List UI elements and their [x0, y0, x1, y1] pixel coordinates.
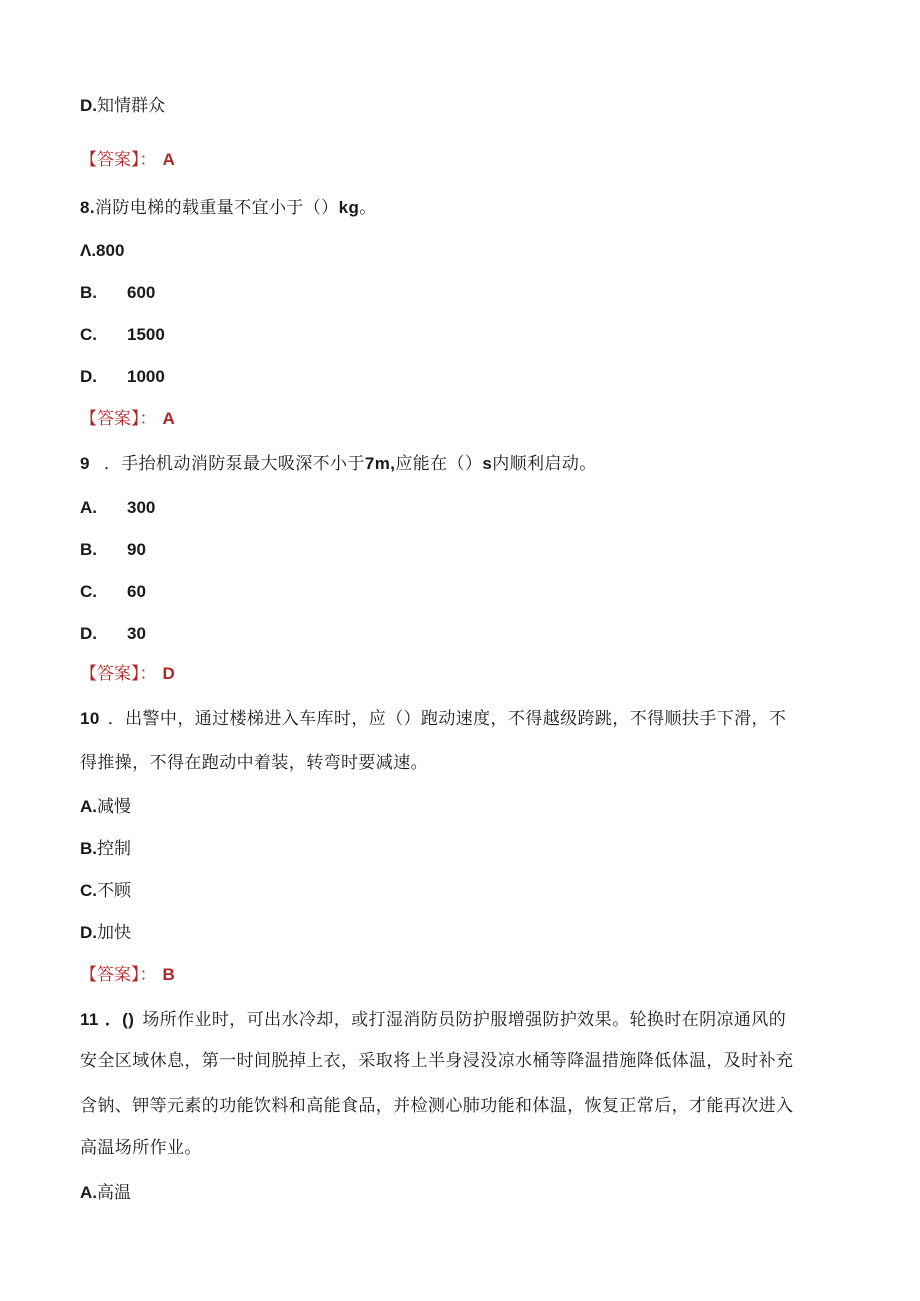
question-text: 得推操，不得在跑动中着装，转弯时要减速。	[80, 753, 428, 773]
option-label: C.	[80, 881, 97, 900]
question-number: 11	[80, 1010, 99, 1029]
option-label: B.	[80, 839, 97, 858]
q8-option-d	[80, 366, 165, 388]
option-text: 1500	[127, 325, 165, 344]
q9-option-c	[80, 581, 146, 603]
q8-option-b	[80, 282, 155, 304]
q9-answer	[80, 663, 175, 685]
question-text: 消防电梯的载重量不宜小于（）	[94, 198, 339, 218]
option-label: A.	[80, 498, 97, 517]
q7-option-d	[80, 95, 165, 117]
q8-question	[80, 197, 377, 219]
q10-option-d	[80, 922, 131, 944]
option-text: 30	[127, 624, 146, 643]
option-label: D.	[80, 367, 97, 386]
q10-option-c	[80, 880, 131, 902]
option-text: 1000	[127, 367, 165, 386]
q11-question-line1	[80, 1009, 786, 1031]
option-text: 知情群众	[97, 96, 165, 116]
option-label: A.	[80, 1183, 97, 1202]
option-text: 600	[127, 283, 156, 302]
question-number: 8.	[80, 198, 95, 217]
option-label: C.	[80, 325, 97, 344]
q11-question-line3	[80, 1095, 793, 1117]
option-text: 300	[127, 498, 156, 517]
option-text: 加快	[97, 923, 131, 943]
option-label: Λ.800	[80, 241, 125, 260]
question-text-c: 内顺利启动。	[492, 454, 597, 474]
question-text: 安全区域休息，第一时间脱掉上衣，采取将上半身浸没凉水桶等降温措施降低体温，及时补充	[80, 1051, 794, 1071]
q7-answer	[80, 149, 175, 171]
option-label: D.	[80, 923, 97, 942]
option-label: D.	[80, 624, 97, 643]
question-number: 9	[80, 454, 90, 473]
answer-prefix: 【答案】：	[80, 150, 157, 170]
question-bold-b: s	[482, 454, 493, 473]
answer-prefix: 【答案】：	[80, 409, 157, 429]
option-text: 60	[127, 582, 146, 601]
question-text: 场所作业时，可出水冷却，或打湿消防员防护服增强防护效果。轮换时在阴凉通风的	[142, 1010, 787, 1030]
answer-prefix: 【答案】：	[80, 664, 157, 684]
option-text: 不顾	[97, 881, 131, 901]
q10-option-b	[80, 838, 131, 860]
option-text: 控制	[97, 839, 131, 859]
question-text: ．出警中，通过楼梯进入车库时，应（）跑动速度，不得越级跨跳，不得顺扶手下滑，不	[107, 709, 787, 729]
option-text: 90	[127, 540, 146, 559]
q11-question-line4	[80, 1137, 202, 1159]
question-bold-a: ．()	[104, 1010, 135, 1029]
answer-value: B	[162, 965, 175, 984]
q10-question-line2	[80, 752, 428, 774]
question-text-b: 应能在（）	[395, 454, 483, 474]
option-label: B.	[80, 540, 97, 559]
q10-answer	[80, 964, 175, 986]
q9-question	[80, 453, 597, 475]
q8-option-c	[80, 324, 165, 346]
q9-option-a	[80, 497, 155, 519]
option-text: 高温	[97, 1183, 131, 1203]
q9-option-b	[80, 539, 146, 561]
question-bold-a: 7m,	[364, 454, 396, 473]
q11-question-line2	[80, 1050, 793, 1072]
option-label: D.	[80, 96, 97, 115]
option-label: B.	[80, 283, 97, 302]
q11-option-a	[80, 1182, 131, 1204]
question-text: 高温场所作业。	[80, 1138, 202, 1158]
q10-question-line1	[80, 708, 786, 730]
answer-value: D	[162, 664, 175, 683]
option-label: C.	[80, 582, 97, 601]
question-number: 10	[80, 709, 100, 728]
answer-value: A	[162, 409, 175, 428]
question-unit: kg	[338, 198, 360, 217]
question-text-end: 。	[359, 198, 377, 218]
q8-answer	[80, 408, 175, 430]
question-text: ．手抬机动消防泵最大吸深不小于	[103, 454, 365, 474]
q9-option-d	[80, 623, 146, 645]
answer-value: A	[162, 150, 175, 169]
option-text: 减慢	[97, 797, 131, 817]
question-text: 含钠、钾等元素的功能饮料和高能食品，并检测心肺功能和体温，恢复正常后，才能再次进入	[80, 1096, 794, 1116]
q8-option-a	[80, 240, 124, 262]
q10-option-a	[80, 796, 131, 818]
answer-prefix: 【答案】：	[80, 965, 157, 985]
option-label: A.	[80, 797, 97, 816]
